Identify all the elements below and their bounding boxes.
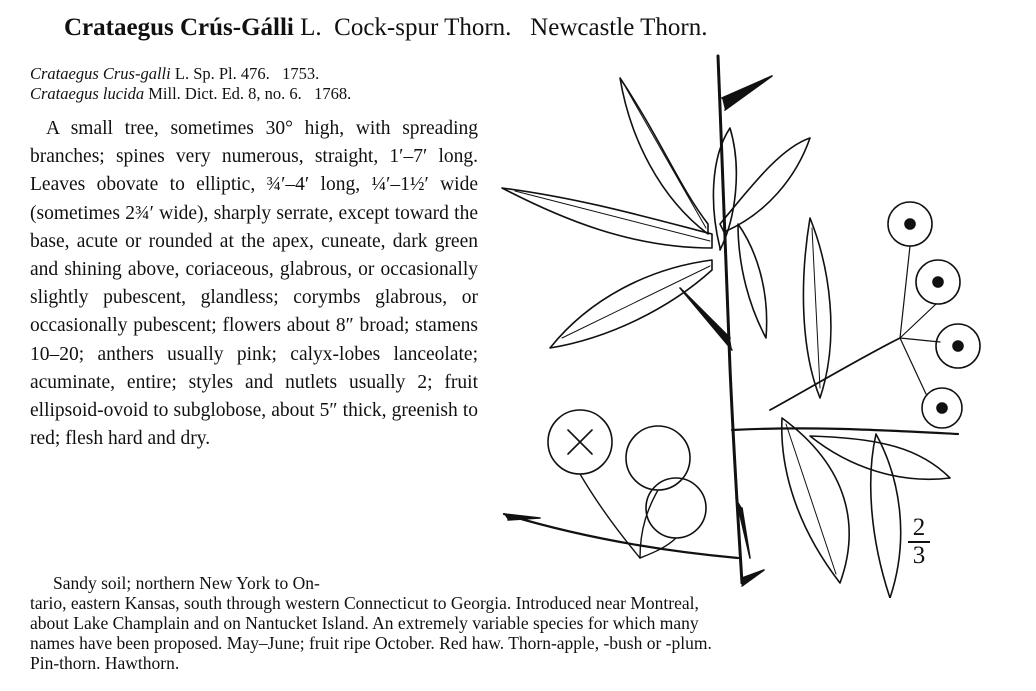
habitat-line: about Lake Champlain and on Nantucket Island. An extremely variable species for which many — [30, 613, 699, 633]
synonym-reference: Mill. Dict. Ed. 8, no. 6. 1768. — [148, 84, 352, 103]
species-author: L. — [300, 14, 322, 41]
thorn — [680, 288, 732, 350]
habitat-line: Sandy soil; northern New York to On- — [53, 573, 320, 593]
leaf — [502, 188, 712, 248]
branch — [732, 428, 958, 434]
leaf — [810, 436, 950, 479]
habitat-line: tario, eastern Kansas, south through western Connecticut to Georgia. Introduced near Montreal, — [30, 593, 699, 613]
common-names: Cock-spur Thorn. Newcastle Thorn. — [334, 14, 708, 41]
flower — [888, 202, 932, 246]
synonym-line — [30, 84, 351, 104]
thorn — [742, 570, 764, 586]
synonym-line — [30, 64, 319, 84]
scale-fraction — [906, 516, 932, 568]
branch — [770, 338, 900, 410]
leaf — [738, 224, 767, 338]
habitat-line: Pin-thorn. Hawthorn. — [30, 653, 180, 673]
scale-denominator: 3 — [912, 542, 926, 569]
fruit — [626, 426, 690, 490]
thorn — [722, 76, 772, 110]
flower — [936, 324, 980, 368]
flower — [922, 388, 962, 428]
synonym-reference: L. Sp. Pl. 476. 1753. — [174, 64, 320, 83]
leaf — [550, 260, 712, 348]
botanical-illustration — [480, 38, 1036, 598]
species-name: Crataegus Crús-Gálli — [64, 14, 294, 41]
leaf — [782, 418, 849, 583]
leaf — [871, 434, 901, 598]
flower — [916, 260, 960, 304]
leaf — [803, 218, 830, 398]
synonym-name: Crataegus lucida — [30, 84, 145, 103]
thorn — [504, 514, 540, 520]
leaf — [720, 138, 810, 232]
fruit — [548, 410, 612, 474]
leaf — [620, 78, 708, 234]
species-description: A small tree, sometimes 30° high, with spreading branches; spines very numerous, straight, 1′–7′ long. Leaves obovate to elliptic, ¾′–4′ long, ¼′–1½′ wide (sometimes 2¾′ wide), sharply serrate, except toward the base, acute or rounded at the apex, cuneate, dark green and shining above, coriaceous, glabrous, or occasionally slightly pubescent, glandless; corymbs glabrous, or occasionally pubescent; flowers about 8″ broad; stamens 10–20; anthers usually pink; calyx-lobes lanceolate; acuminate, entire; styles and nutlets usually 2; fruit ellipsoid-ovoid to subglobose, about 5″ thick, greenish to red; flesh hard and dry. — [30, 118, 478, 450]
fruit — [646, 478, 706, 538]
scale-numerator: 2 — [912, 514, 926, 541]
synonym-name: Crataegus Crus-galli — [30, 64, 171, 83]
habitat-line: names have been proposed. May–June; fruit ripe October. Red haw. Thorn-apple, -bush or -plum. — [30, 633, 712, 653]
